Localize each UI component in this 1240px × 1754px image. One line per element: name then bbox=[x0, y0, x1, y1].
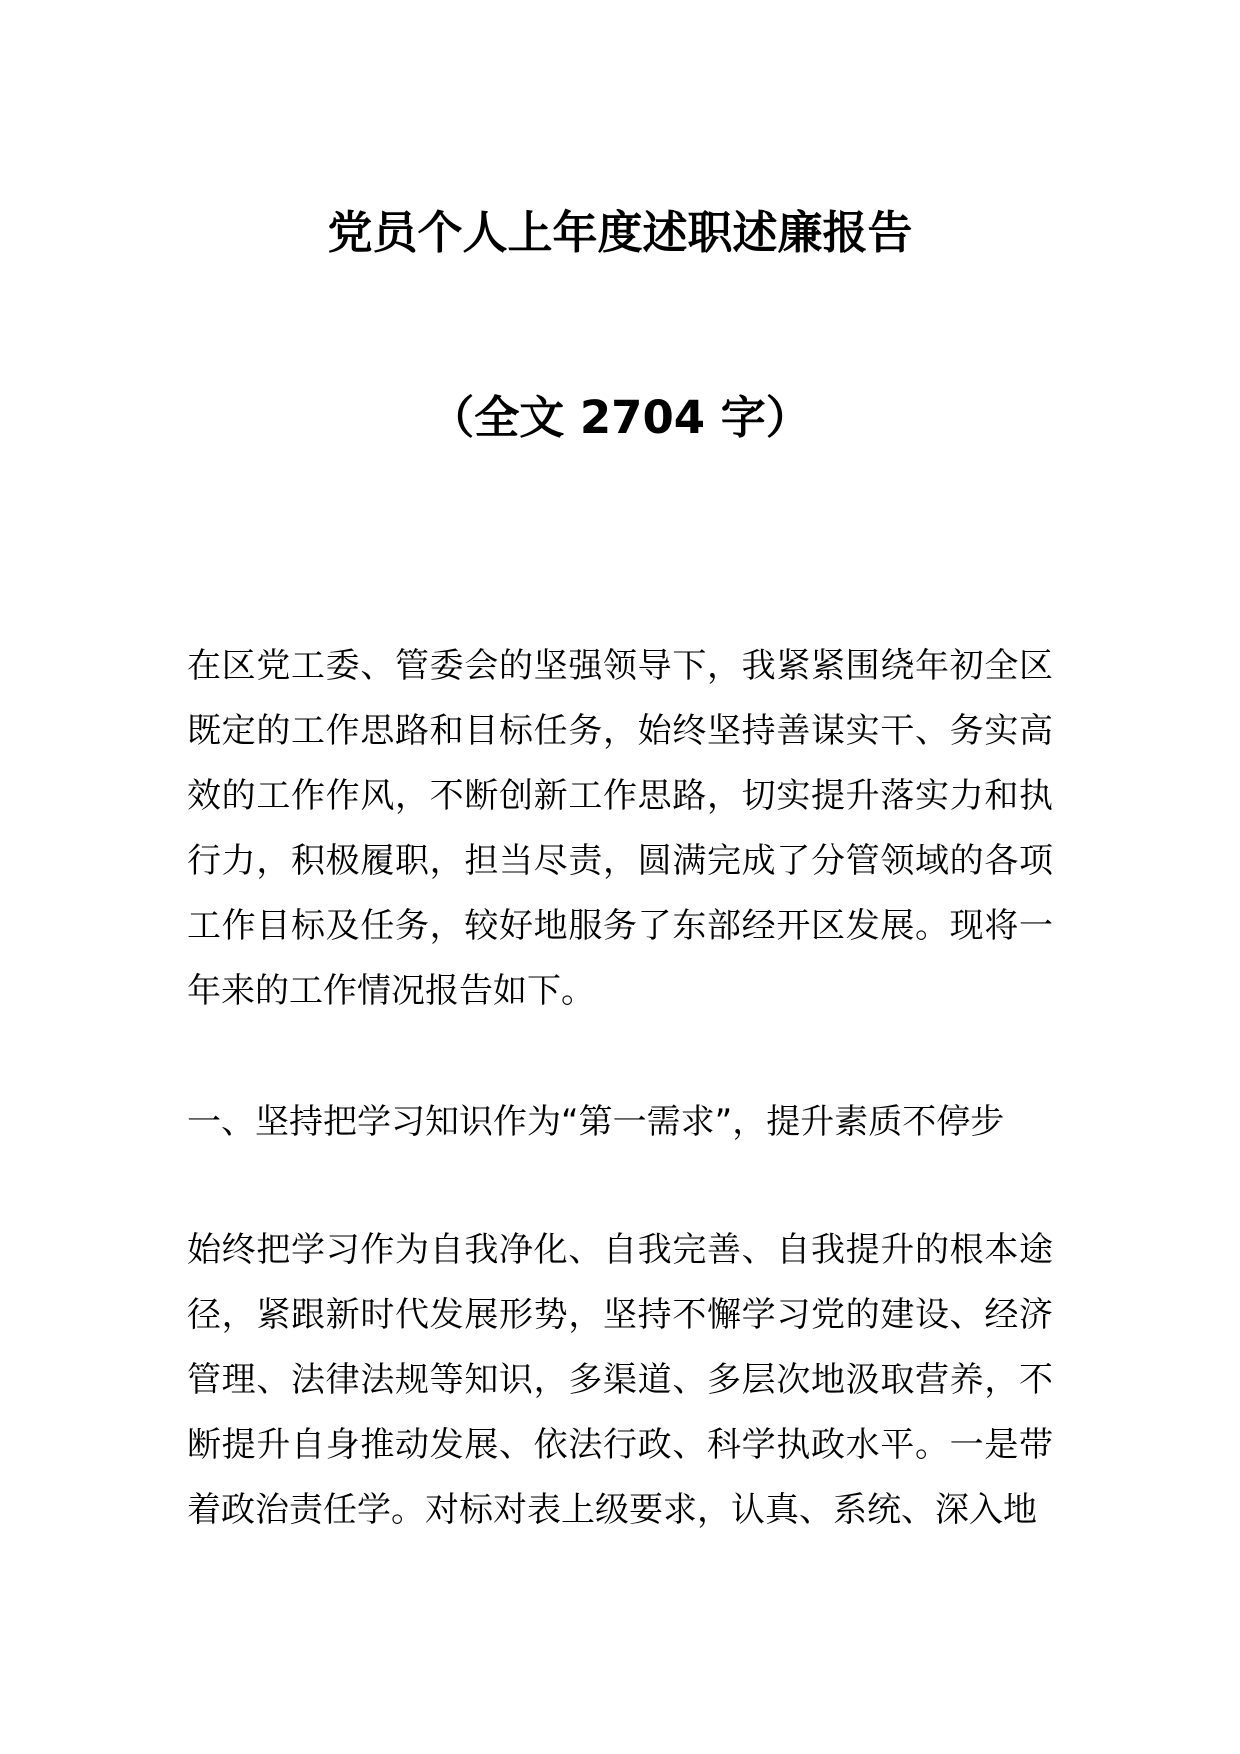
intro-paragraph: 在区党工委、管委会的坚强领导下，我紧紧围绕年初全区既定的工作思路和目标任务，始终坚持善谋实干、务实高效的工作作风，不断创新工作思路，切实提升落实力和执行力，积极履职，担当尽责，圆满完成了分管领域的各项工作目标及任务，较好地服务了东部经开区发展。现将一年来的工作情况报告如下。 bbox=[187, 646, 1053, 1011]
section-heading-1: 一、坚持把学习知识作为“第一需求”，提升素质不停步 bbox=[187, 1102, 1005, 1142]
document-subtitle: （全文 2704 字） bbox=[429, 391, 811, 444]
section-1-body-paragraph: 始终把学习作为自我净化、自我完善、自我提升的根本途径，紧跟新时代发展形势，坚持不懈学习党的建设、经济管理、法律法规等知识，多渠道、多层次地汲取营养，不断提升自身推动发展、依法行政、科学执政水平。一是带着政治责任学。对标对表上级要求，认真、系统、深入地 bbox=[187, 1230, 1053, 1530]
document-title: 党员个人上年度述职述廉报告 bbox=[327, 206, 913, 259]
